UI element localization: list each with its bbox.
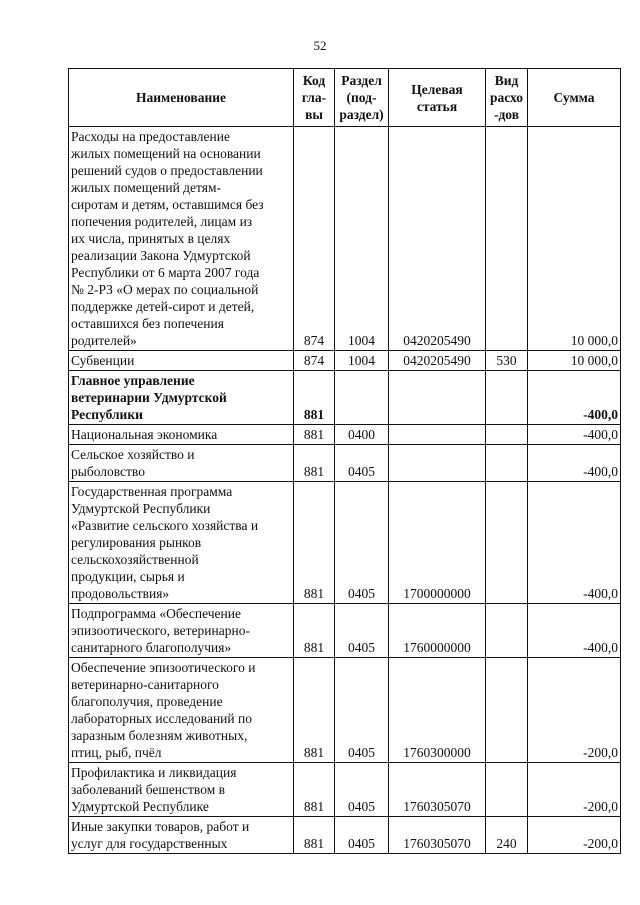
table-row [69,817,621,854]
row-sum: -400,0 [528,604,621,658]
row-sum: -400,0 [528,445,621,482]
header-type [486,69,528,127]
row-name-line: заразным болезням животных, [71,728,248,743]
header-code-line: Код [302,73,326,88]
row-sum: -400,0 [528,425,621,445]
row-name-line: сиротам и детям, оставшимся без [71,197,264,212]
row-name-line: Субвенции [71,353,135,368]
row-target: 1760300000 [389,658,486,763]
row-name-line: жилых помещений на основании [71,146,261,161]
row-type [486,482,528,604]
row-name-line: реализации Закона Удмуртской [71,248,251,263]
row-name-line: эпизоотического, ветеринарно- [71,623,250,638]
row-name-line: Республики от 6 марта 2007 года [71,265,260,280]
row-name [69,445,294,482]
row-target [389,371,486,425]
budget-table [68,68,621,854]
row-sum: -200,0 [528,658,621,763]
row-name-line: сельскохозяйственной [71,552,199,567]
row-sum: -200,0 [528,763,621,817]
row-name [69,658,294,763]
row-section: 0405 [335,604,389,658]
row-type [486,425,528,445]
table-row [69,351,621,371]
row-section: 0405 [335,817,389,854]
row-section [335,371,389,425]
header-code [294,69,335,127]
row-code: 881 [294,445,335,482]
row-name-line: жилых помещений детям- [71,180,222,195]
header-section-line: Раздел [341,73,382,88]
table-row [69,482,621,604]
row-type [486,371,528,425]
row-name-line: заболеваний бешенством в [71,782,225,797]
row-name [69,371,294,425]
table-row [69,763,621,817]
table-row [69,425,621,445]
row-name-line: Расходы на предоставление [71,129,230,144]
row-section: 0400 [335,425,389,445]
row-name-line: Сельское хозяйство и [71,447,195,462]
row-name [69,425,294,445]
header-target [389,69,486,127]
row-sum: -400,0 [528,482,621,604]
row-code: 874 [294,351,335,371]
row-sum: 10 000,0 [528,351,621,371]
header-target-line: Целевая [411,81,463,97]
row-name-line: регулирования рынков [71,535,202,550]
row-section: 0405 [335,482,389,604]
row-target: 1760305070 [389,817,486,854]
row-name-line: Подпрограмма «Обеспечение [71,606,241,621]
header-code-line: вы [305,107,323,122]
row-name-line: их числа, принятых в целях [71,231,231,246]
header-type-line: расхо [489,90,524,105]
row-type: 530 [486,351,528,371]
row-target: 1760305070 [389,763,486,817]
row-name [69,351,294,371]
row-name [69,817,294,854]
header-type-line: -дов [493,107,520,122]
row-name-line: Обеспечение эпизоотического и [71,660,256,675]
row-name [69,482,294,604]
row-code: 881 [294,817,335,854]
row-name-line: родителей» [71,333,137,348]
row-type [486,445,528,482]
row-name-line: Профилактика и ликвидация [71,765,237,780]
row-sum: -200,0 [528,817,621,854]
row-name-line: Республики [71,407,143,422]
row-name-line: ветеринарии Удмуртской [71,390,227,405]
table-row [69,445,621,482]
row-target: 0420205490 [389,351,486,371]
header-section-line: (под- [346,90,377,105]
row-name-line: Национальная экономика [71,427,218,442]
table-row [69,604,621,658]
table-row [69,371,621,425]
table-row [69,658,621,763]
row-name-line: птиц, рыб, пчёл [71,745,162,760]
row-type [486,604,528,658]
row-name-line: услуг для государственных [71,836,228,851]
header-section [335,69,389,127]
row-name [69,763,294,817]
row-target [389,425,486,445]
row-name-line: попечения родителей, лицам из [71,214,253,229]
row-sum: 10 000,0 [528,127,621,351]
row-name-line: продовольствия» [71,586,170,601]
row-code: 874 [294,127,335,351]
header-target-line: статья [416,98,458,114]
header-name: Наименование [69,69,294,127]
header-code-line: гла- [301,90,327,105]
row-code: 881 [294,482,335,604]
row-name-line: рыболовство [71,464,145,479]
row-section: 1004 [335,351,389,371]
header-row [69,69,621,127]
row-name-line: Удмуртской Республике [71,799,209,814]
header-sum: Сумма [528,69,621,127]
row-code: 881 [294,763,335,817]
row-type [486,658,528,763]
row-target: 0420205490 [389,127,486,351]
row-section: 1004 [335,127,389,351]
row-type [486,127,528,351]
row-name [69,604,294,658]
row-type: 240 [486,817,528,854]
row-name-line: санитарного благополучия» [71,640,232,655]
row-name-line: № 2-РЗ «О мерах по социальной [71,282,259,297]
row-section: 0405 [335,763,389,817]
header-section-line: раздел) [339,107,384,122]
row-name-line: поддержке детей-сирот и детей, [71,299,255,314]
row-name-line: лабораторных исследований по [71,711,252,726]
table-row [69,127,621,351]
row-name-line: Удмуртской Республики [71,501,211,516]
header-type-line: Вид [494,73,519,88]
row-name-line: Государственная программа [71,484,233,499]
page-number: 52 [313,38,327,53]
row-name-line: решений судов о предоставлении [71,163,263,178]
row-code: 881 [294,425,335,445]
row-section: 0405 [335,445,389,482]
row-name-line: Главное управление [71,373,195,388]
row-name-line: Иные закупки товаров, работ и [71,819,250,834]
row-target: 1700000000 [389,482,486,604]
row-name-line: оставшихся без попечения [71,316,224,331]
row-name-line: благополучия, проведение [71,694,223,709]
row-sum: -400,0 [528,371,621,425]
row-target [389,445,486,482]
row-name-line: продукции, сырья и [71,569,185,584]
row-code: 881 [294,371,335,425]
row-target: 1760000000 [389,604,486,658]
row-name-line: «Развитие сельского хозяйства и [71,518,259,533]
row-code: 881 [294,604,335,658]
row-name [69,127,294,351]
row-code: 881 [294,658,335,763]
row-type [486,763,528,817]
row-section: 0405 [335,658,389,763]
row-name-line: ветеринарно-санитарного [71,677,219,692]
